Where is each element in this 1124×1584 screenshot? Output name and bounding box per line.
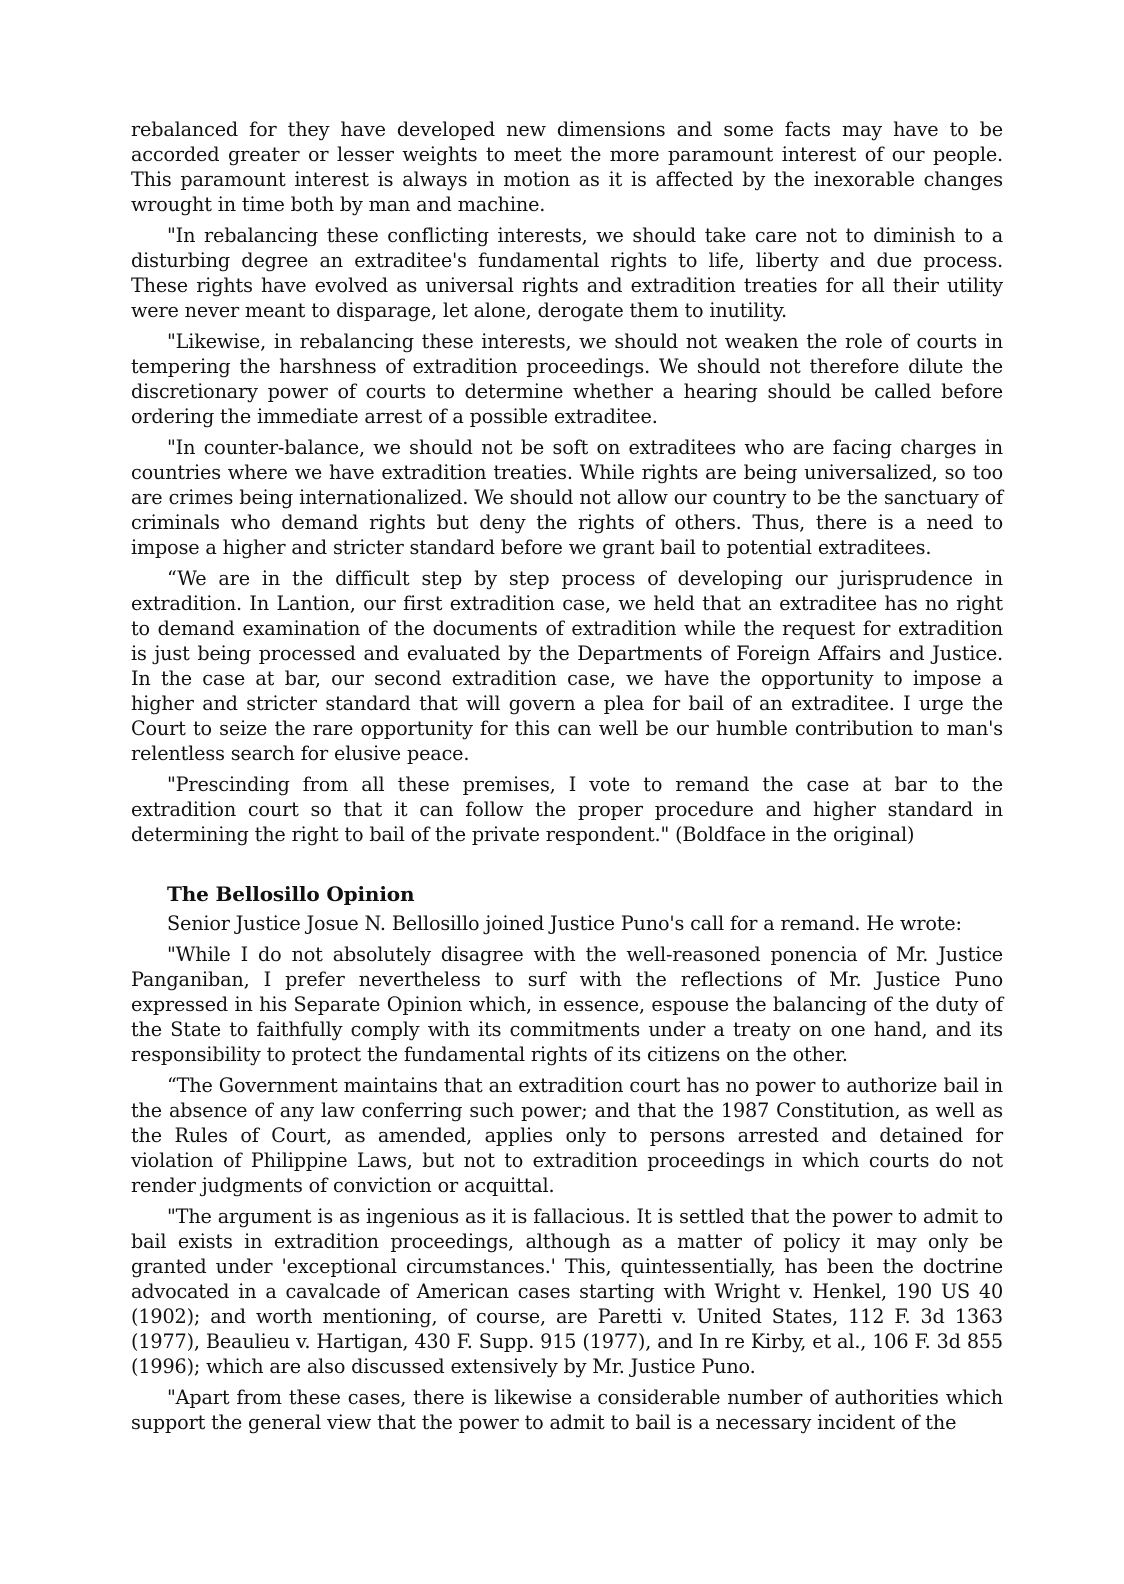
- paragraph-rebalancing: "In rebalancing these conflicting interests, we should take care not to diminish to a disturbing degree an extraditee's fundamental rights to life, liberty and due process. These rights have evolved as universal rights and extradition treaties for all their utility were never meant to disparage, let alone, derogate them to inutility.: [131, 224, 1003, 322]
- paragraph-senior-justice: Senior Justice Josue N. Bellosillo joined Justice Puno's call for a remand. He wrote:: [167, 912, 962, 935]
- paragraph-while-i-do-not: "While I do not absolutely disagree with the well-reasoned ponencia of Mr. Justice Panganiban, I prefer nevertheless to surf with the reflections of Mr. Justice Puno expressed in his Separate Opinion which, in essence, espouse the balancing of the duty of the State to faithfully comply with its commitments under a treaty on one hand, and its responsibility to protect the fundamental rights of its citizens on the other.: [131, 943, 1003, 1066]
- paragraph-counter-balance: "In counter-balance, we should not be soft on extraditees who are facing charges in countries where we have extradition treaties. While rights are being universalized, so too are crimes being internationalized. We should not allow our country to be the sanctuary of criminals who demand rights but deny the rights of others. Thus, there is a need to impose a higher and stricter standard before we grant bail to potential extraditees.: [131, 436, 1003, 559]
- paragraph-rebalanced: rebalanced for they have developed new dimensions and some facts may have to be accorded greater or lesser weights to meet the more paramount interest of our people. This paramount interest is always in motion as it is affected by the inexorable changes wrought in time both by man and machine.: [131, 118, 1003, 216]
- paragraph-likewise: "Likewise, in rebalancing these interests, we should not weaken the role of courts in tempering the harshness of extradition proceedings. We should not therefore dilute the discretionary power of courts to determine whether a hearing should be called before ordering the immediate arrest of a possible extraditee.: [131, 330, 1003, 428]
- section-spacer: [131, 853, 1003, 881]
- paragraph-government-maintains: “The Government maintains that an extradition court has no power to authorize bail in the absence of any law conferring such power; and that the 1987 Constitution, as well as the Rules of Court, as amended, applies only to persons arrested and detained for violation of Philippine Laws, but not to extradition proceedings in which courts do not render judgments of conviction or acquittal.: [131, 1074, 1003, 1197]
- section-heading: The Bellosillo Opinion: [167, 882, 415, 906]
- paragraph-prescinding: "Prescinding from all these premises, I vote to remand the case at bar to the extradition court so that it can follow the proper procedure and higher standard in determining the right to bail of the private respondent." (Boldface in the original): [131, 773, 1003, 846]
- paragraph-argument-ingenious: "The argument is as ingenious as it is fallacious. It is settled that the power to admit to bail exists in extradition proceedings, although as a matter of policy it may only be granted under 'exceptional circumstances.' This, quintessentially, has been the doctrine advocated in a cavalcade of American cases starting with Wright v. Henkel, 190 US 40 (1902); and worth mentioning, of course, are Paretti v. United States, 112 F. 3d 1363 (1977), Beaulieu v. Hartigan, 430 F. Supp. 915 (1977), and In re Kirby, et al., 106 F. 3d 855 (1996); which are also discussed extensively by Mr. Justice Puno.: [131, 1205, 1003, 1378]
- paragraph-difficult-step: “We are in the difficult step by step process of developing our jurisprudence in extradition. In Lantion, our first extradition case, we held that an extraditee has no right to demand examination of the documents of extradition while the request for extradition is just being processed and evaluated by the Departments of Foreign Affairs and Justice. In the case at bar, our second extradition case, we have the opportunity to impose a higher and stricter standard that will govern a plea for bail of an extraditee. I urge the Court to seize the rare opportunity for this can well be our humble contribution to man's relentless search for elusive peace.: [131, 567, 1003, 765]
- paragraph-apart-from: "Apart from these cases, there is likewise a considerable number of authorities which support the general view that the power to admit to bail is a necessary incident of the: [131, 1386, 1003, 1434]
- document-page: [131, 117, 1003, 1441]
